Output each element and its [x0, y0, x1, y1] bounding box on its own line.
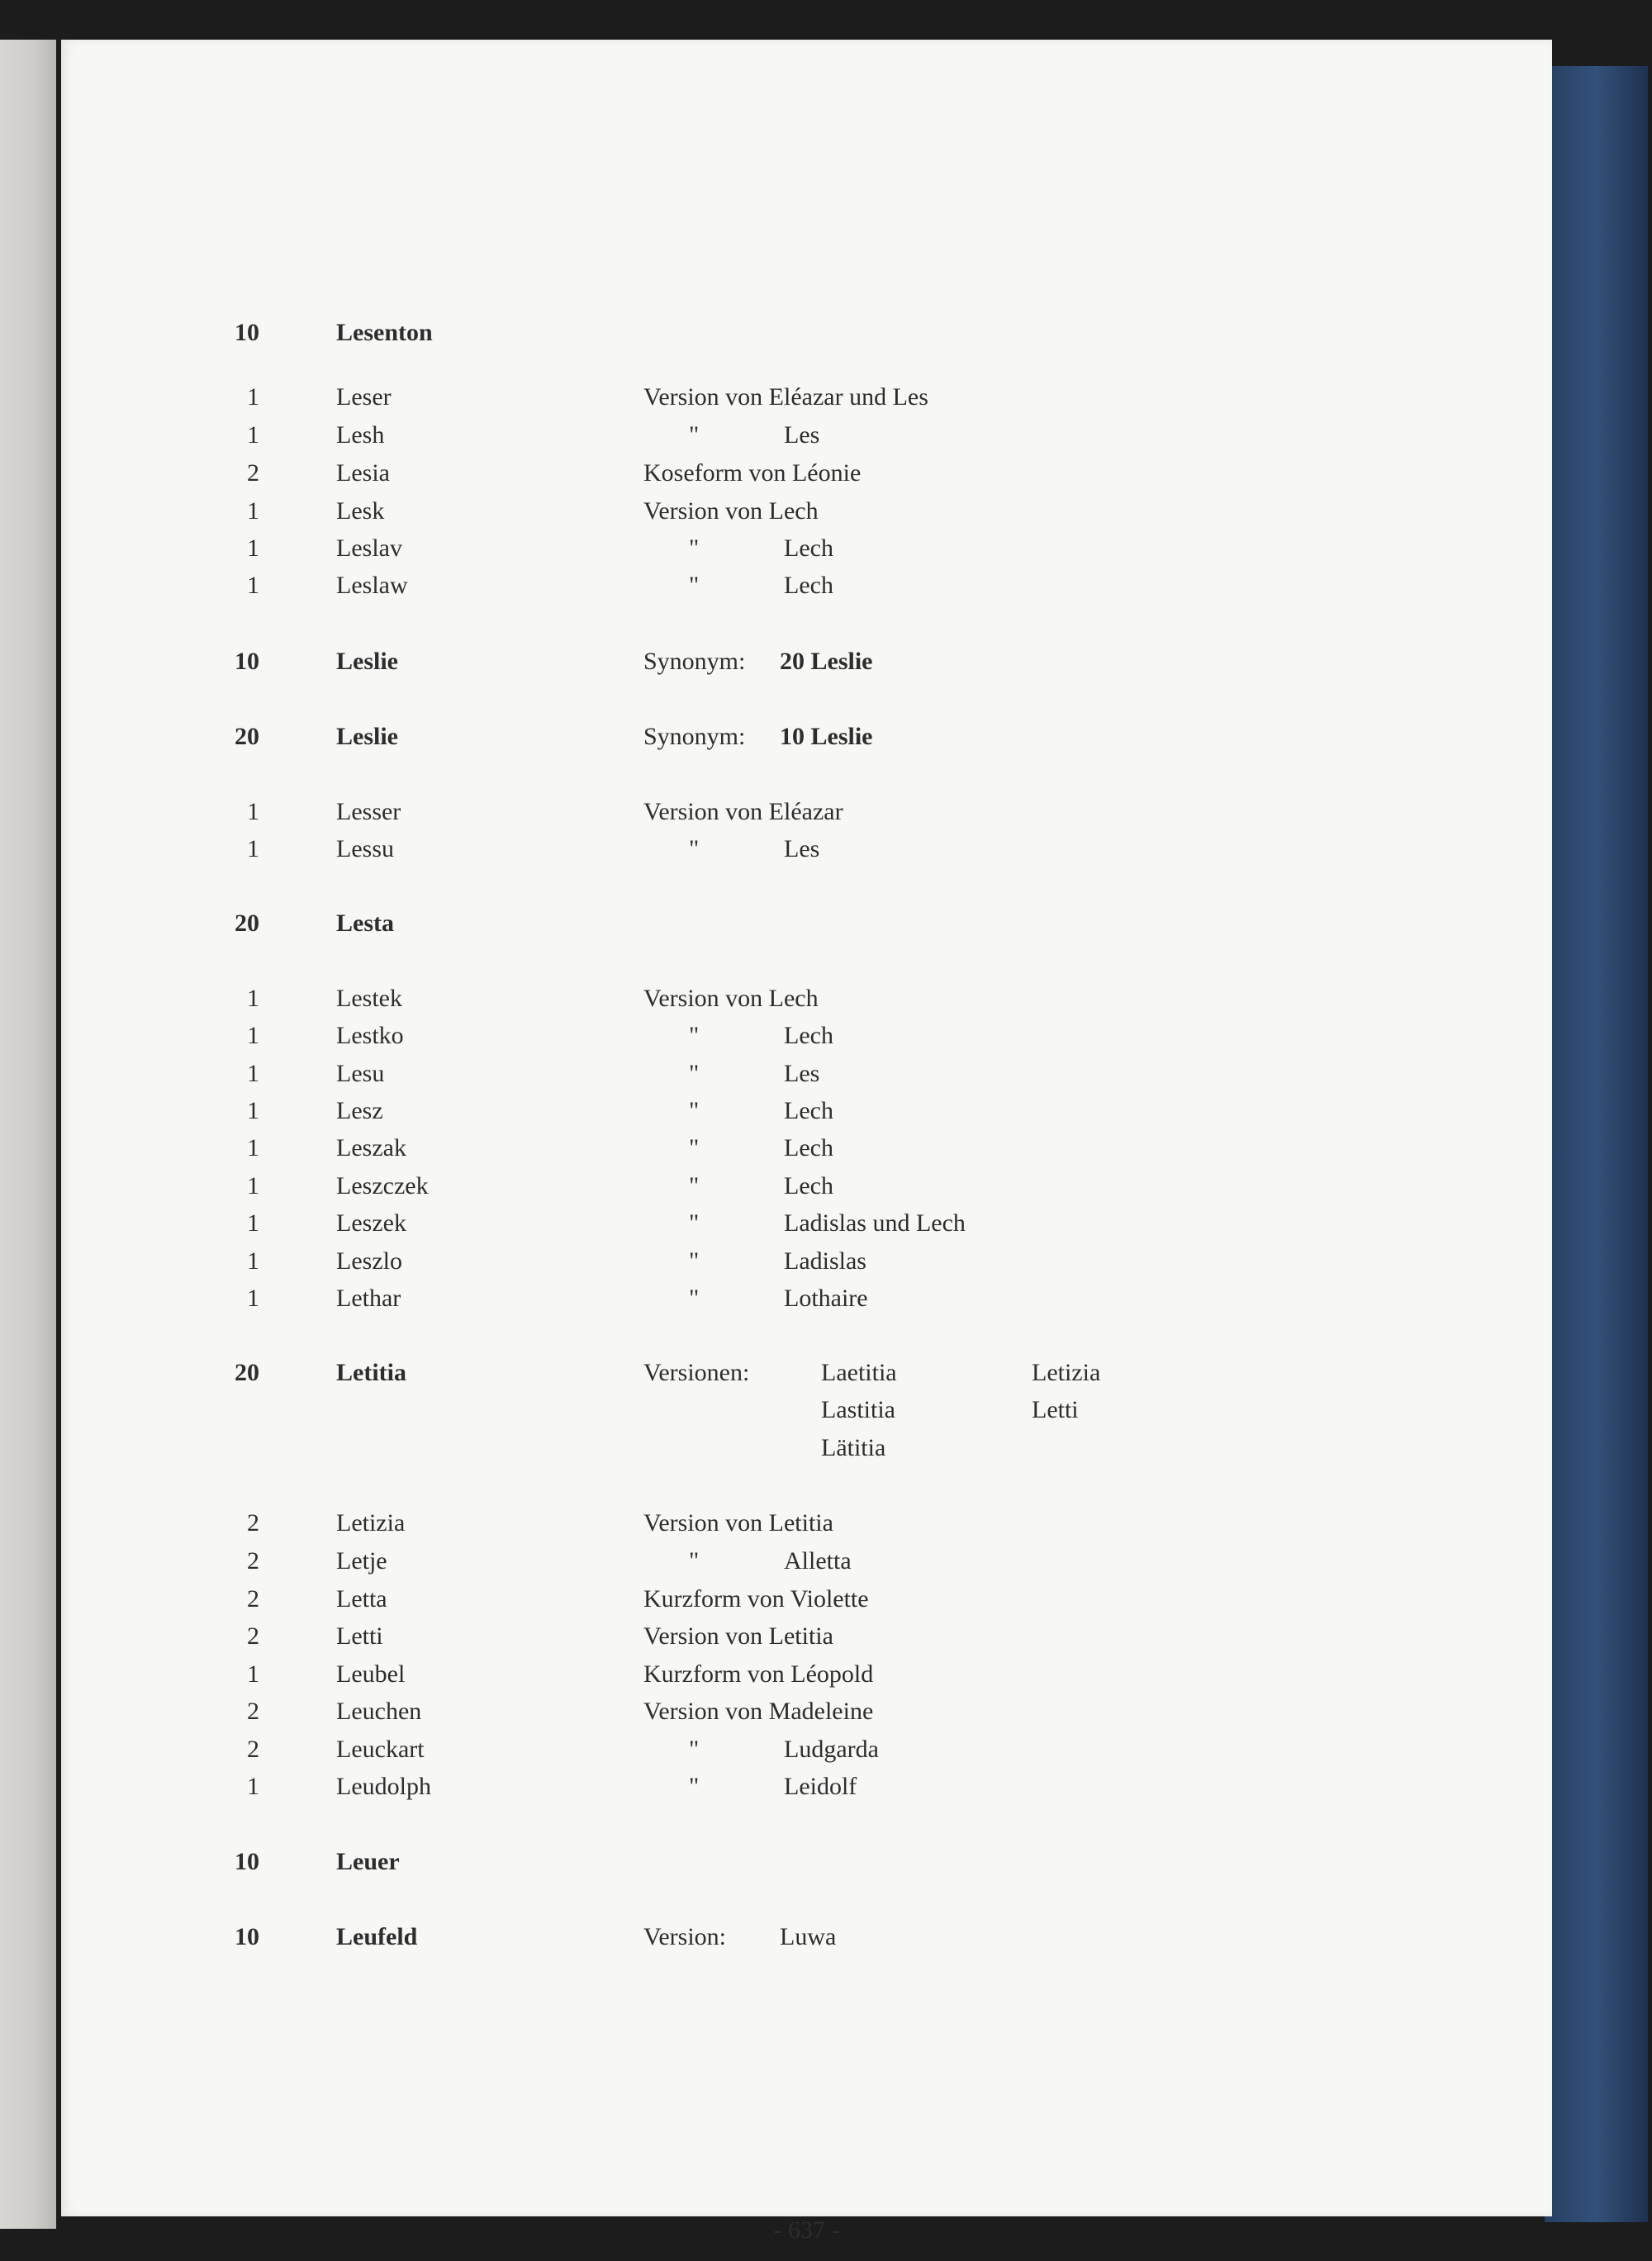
entry-name: Leser [336, 383, 392, 411]
ditto-mark: " [689, 1022, 700, 1049]
entry-name: Letta [336, 1585, 387, 1613]
entry-frequency: 1 [247, 1172, 259, 1199]
entry-frequency: 10 [235, 1923, 259, 1950]
entry-description: Ladislas und Lech [784, 1209, 966, 1237]
entry-frequency: 2 [247, 1622, 259, 1650]
entry-frequency: 1 [247, 534, 259, 562]
entry-description: Version von Lech [643, 985, 819, 1012]
entry-frequency: 1 [247, 1022, 259, 1049]
entry-description: Alletta [784, 1547, 852, 1575]
entry-frequency: 20 [235, 723, 259, 750]
entry-description: Les [784, 1060, 820, 1087]
entry-name: Leszak [336, 1134, 406, 1161]
entry-frequency: 1 [247, 985, 259, 1012]
entry-synonym: 10 Leslie [780, 723, 873, 750]
ditto-mark: " [689, 1736, 700, 1763]
entry-description: Lech [784, 1172, 833, 1199]
entry-name: Lestko [336, 1022, 404, 1049]
ditto-mark: " [689, 1247, 700, 1275]
entry-description: Lech [784, 1134, 833, 1161]
entry-name: Lessu [336, 835, 394, 862]
entry-version: Laetitia [821, 1359, 897, 1386]
entry-version: Letizia [1032, 1359, 1101, 1386]
entry-description: Lech [784, 534, 833, 562]
entry-frequency: 1 [247, 798, 259, 825]
left-page-edge [0, 40, 56, 2229]
entry-description: Version von Eléazar und Les [643, 383, 928, 411]
entry-frequency: 1 [247, 1285, 259, 1312]
entry-frequency: 1 [247, 497, 259, 525]
entry-name: Letje [336, 1547, 387, 1575]
entry-name: Letti [336, 1622, 383, 1650]
entry-description: Version von Letitia [643, 1622, 833, 1650]
entry-frequency: 1 [247, 1134, 259, 1161]
entry-frequency: 1 [247, 1247, 259, 1275]
entry-frequency: 1 [247, 1773, 259, 1800]
entry-name: Lesh [336, 421, 385, 449]
entry-description: Koseform von Léonie [643, 459, 862, 487]
entry-name: Letizia [336, 1509, 406, 1537]
entry-relation-label: Version: [643, 1923, 726, 1950]
ditto-mark: " [689, 1134, 700, 1161]
entry-description: Ladislas [784, 1247, 866, 1275]
entry-frequency: 20 [235, 1359, 259, 1386]
entry-name: Leszlo [336, 1247, 402, 1275]
ditto-mark: " [689, 572, 700, 599]
entry-frequency: 1 [247, 835, 259, 862]
entry-frequency: 1 [247, 1209, 259, 1237]
entry-frequency: 10 [235, 648, 259, 675]
entry-description: Lothaire [784, 1285, 868, 1312]
entry-description: Leidolf [784, 1773, 857, 1800]
name-list [61, 40, 1552, 2216]
entry-name: Leslav [336, 534, 402, 562]
entry-frequency: 1 [247, 1060, 259, 1087]
entry-frequency: 2 [247, 1698, 259, 1725]
entry-name: Lesz [336, 1097, 383, 1124]
entry-name: Leszczek [336, 1172, 429, 1199]
entry-description: Lech [784, 572, 833, 599]
entry-version: Lätitia [821, 1434, 886, 1461]
entry-version: Lastitia [821, 1396, 895, 1423]
entry-version: Letti [1032, 1396, 1079, 1423]
entry-name: Leslie [336, 648, 398, 675]
ditto-mark: " [689, 835, 700, 862]
entry-name: Leslaw [336, 572, 408, 599]
entry-relation-label: Synonym: [643, 723, 746, 750]
entry-frequency: 2 [247, 1736, 259, 1763]
entry-frequency: 2 [247, 1547, 259, 1575]
entry-description: Ludgarda [784, 1736, 879, 1763]
entry-name: Lesta [336, 910, 394, 937]
ditto-mark: " [689, 1285, 700, 1312]
entry-description: Version von Lech [643, 497, 819, 525]
entry-frequency: 1 [247, 1097, 259, 1124]
entry-frequency: 2 [247, 1509, 259, 1537]
ditto-mark: " [689, 1209, 700, 1237]
ditto-mark: " [689, 1773, 700, 1800]
entry-description: Lech [784, 1022, 833, 1049]
entry-frequency: 1 [247, 572, 259, 599]
entry-name: Leszek [336, 1209, 406, 1237]
entry-frequency: 1 [247, 383, 259, 411]
entry-description: Lech [784, 1097, 833, 1124]
ditto-mark: " [689, 534, 700, 562]
entry-relation-label: Versionen: [643, 1359, 750, 1386]
entry-name: Letitia [336, 1359, 406, 1386]
book-cover-edge [1545, 66, 1648, 2222]
book-page [61, 40, 1552, 2244]
entry-name: Lesser [336, 798, 401, 825]
entry-name: Leslie [336, 723, 398, 750]
entry-frequency: 2 [247, 1585, 259, 1613]
entry-frequency: 10 [235, 1848, 259, 1875]
entry-name: Lesu [336, 1060, 385, 1087]
ditto-mark: " [689, 421, 700, 449]
entry-description: Version von Madeleine [643, 1698, 874, 1725]
entry-description: Les [784, 835, 820, 862]
entry-name: Leuckart [336, 1736, 425, 1763]
entry-name: Lestek [336, 985, 402, 1012]
entry-relation-label: Synonym: [643, 648, 746, 675]
entry-frequency: 20 [235, 910, 259, 937]
ditto-mark: " [689, 1060, 700, 1087]
entry-name: Leudolph [336, 1773, 431, 1800]
entry-description: Version von Eléazar [643, 798, 843, 825]
entry-synonym: 20 Leslie [780, 648, 873, 675]
entry-name: Leuchen [336, 1698, 422, 1725]
entry-name: Lesk [336, 497, 385, 525]
entry-name: Lethar [336, 1285, 401, 1312]
entry-description: Kurzform von Violette [643, 1585, 869, 1613]
entry-description: Kurzform von Léopold [643, 1660, 874, 1688]
ditto-mark: " [689, 1172, 700, 1199]
entry-version: Luwa [780, 1923, 837, 1950]
entry-description: Les [784, 421, 820, 449]
entry-frequency: 10 [235, 319, 259, 346]
entry-name: Lesenton [336, 319, 433, 346]
entry-name: Lesia [336, 459, 390, 487]
entry-name: Leufeld [336, 1923, 418, 1950]
ditto-mark: " [689, 1547, 700, 1575]
ditto-mark: " [689, 1097, 700, 1124]
entry-frequency: 2 [247, 459, 259, 487]
entry-frequency: 1 [247, 421, 259, 449]
entry-name: Leubel [336, 1660, 406, 1688]
entry-name: Leuer [336, 1848, 400, 1875]
entry-description: Version von Letitia [643, 1509, 833, 1537]
entry-frequency: 1 [247, 1660, 259, 1688]
page-number: - 637 - [773, 2216, 840, 2244]
